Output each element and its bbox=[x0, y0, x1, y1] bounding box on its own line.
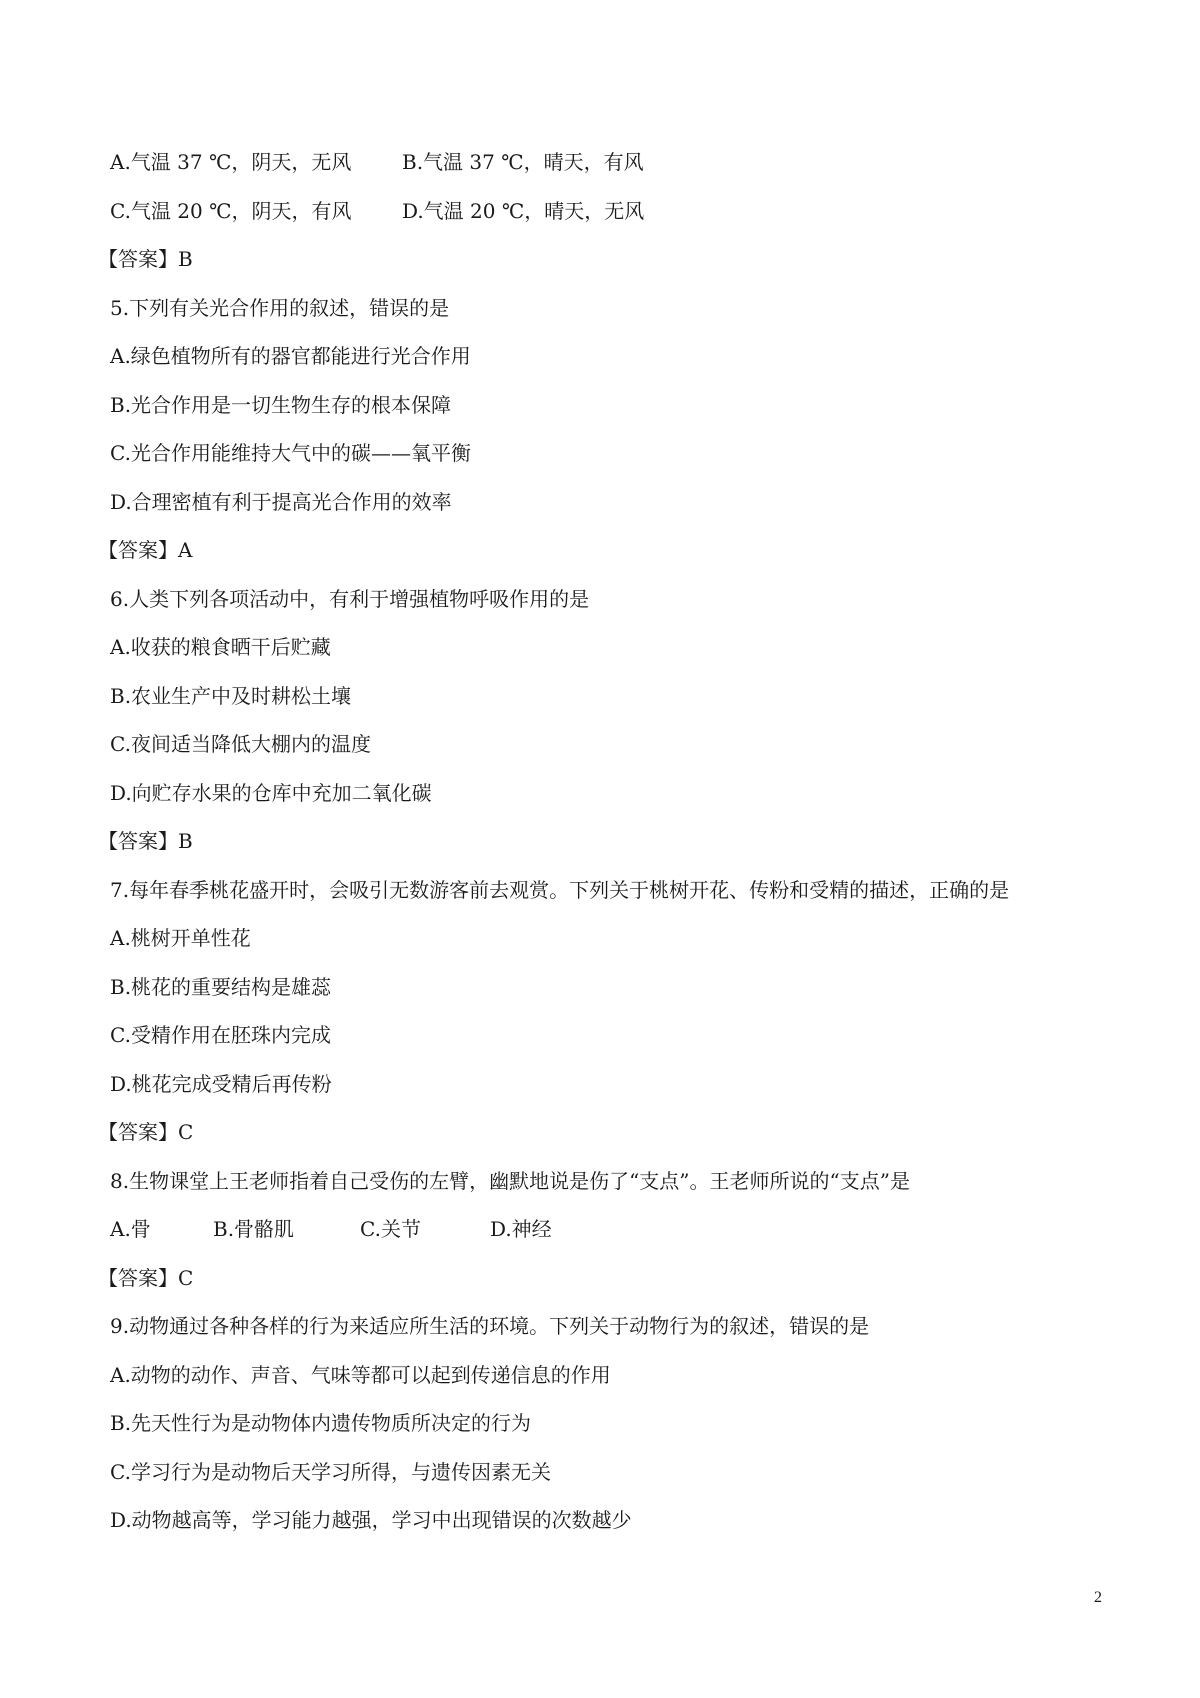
q8-option-a: A.骨 bbox=[110, 1217, 151, 1241]
q4-option-c: C.气温 20 ℃，阴天，有风 bbox=[110, 198, 352, 223]
q9-option-a: A.动物的动作、声音、气味等都可以起到传递信息的作用 bbox=[110, 1362, 611, 1387]
q7-option-a: A.桃树开单性花 bbox=[110, 926, 251, 950]
q9-option-b: B.先天性行为是动物体内遗传物质所决定的行为 bbox=[110, 1411, 532, 1435]
q7-option-c: C.受精作用在胚珠内完成 bbox=[110, 1023, 331, 1047]
q6-option-d: D.向贮存水果的仓库中充加二氧化碳 bbox=[110, 780, 432, 805]
q5-stem: 5.下列有关光合作用的叙述，错误的是 bbox=[110, 295, 450, 320]
q6-stem: 6.人类下列各项活动中，有利于增强植物呼吸作用的是 bbox=[110, 586, 590, 611]
q5-option-d: D.合理密植有利于提高光合作用的效率 bbox=[110, 489, 452, 514]
q4-option-b: B.气温 37 ℃，晴天，有风 bbox=[402, 150, 644, 174]
q5-answer: 【答案】A bbox=[98, 538, 193, 562]
q9-option-d: D.动物越高等，学习能力越强，学习中出现错误的次数越少 bbox=[110, 1508, 632, 1532]
q7-stem: 7.每年春季桃花盛开时，会吸引无数游客前去观赏。下列关于桃树开花、传粉和受精的描述，正确的是 bbox=[110, 877, 1010, 902]
q4-options-row-1 bbox=[110, 148, 1090, 197]
q4-option-a: A.气温 37 ℃，阴天，无风 bbox=[110, 150, 352, 174]
q4-options-row-2 bbox=[110, 197, 1090, 246]
q6-option-c: C.夜间适当降低大棚内的温度 bbox=[110, 732, 371, 756]
q8-option-d: D.神经 bbox=[490, 1217, 552, 1241]
q4-option-d: D.气温 20 ℃，晴天，无风 bbox=[402, 198, 645, 223]
q6-option-b: B.农业生产中及时耕松土壤 bbox=[110, 683, 352, 708]
q8-option-b: B.骨骼肌 bbox=[213, 1217, 295, 1241]
q7-answer: 【答案】C bbox=[98, 1120, 194, 1144]
q9-option-c: C.学习行为是动物后天学习所得，与遗传因素无关 bbox=[110, 1459, 551, 1484]
q6-answer: 【答案】B bbox=[98, 829, 193, 853]
q4-answer: 【答案】B bbox=[98, 247, 193, 271]
q7-option-d: D.桃花完成受精后再传粉 bbox=[110, 1071, 332, 1096]
q8-option-c: C.关节 bbox=[360, 1217, 421, 1241]
q5-option-b: B.光合作用是一切生物生存的根本保障 bbox=[110, 392, 452, 417]
q6-option-a: A.收获的粮食晒干后贮藏 bbox=[110, 635, 331, 659]
q5-option-c: C.光合作用能维持大气中的碳——氧平衡 bbox=[110, 441, 471, 465]
q5-option-a: A.绿色植物所有的器官都能进行光合作用 bbox=[110, 344, 471, 368]
q7-option-b: B.桃花的重要结构是雄蕊 bbox=[110, 974, 332, 999]
q8-options-row bbox=[110, 1215, 1090, 1264]
q8-stem: 8.生物课堂上王老师指着自己受伤的左臂，幽默地说是伤了“支点”。王老师所说的“支点”是 bbox=[110, 1168, 910, 1193]
q8-answer: 【答案】C bbox=[98, 1265, 194, 1290]
page-number: 2 bbox=[1094, 1589, 1102, 1606]
document-page bbox=[98, 148, 1090, 1555]
q9-stem: 9.动物通过各种各样的行为来适应所生活的环境。下列关于动物行为的叙述，错误的是 bbox=[110, 1314, 870, 1338]
